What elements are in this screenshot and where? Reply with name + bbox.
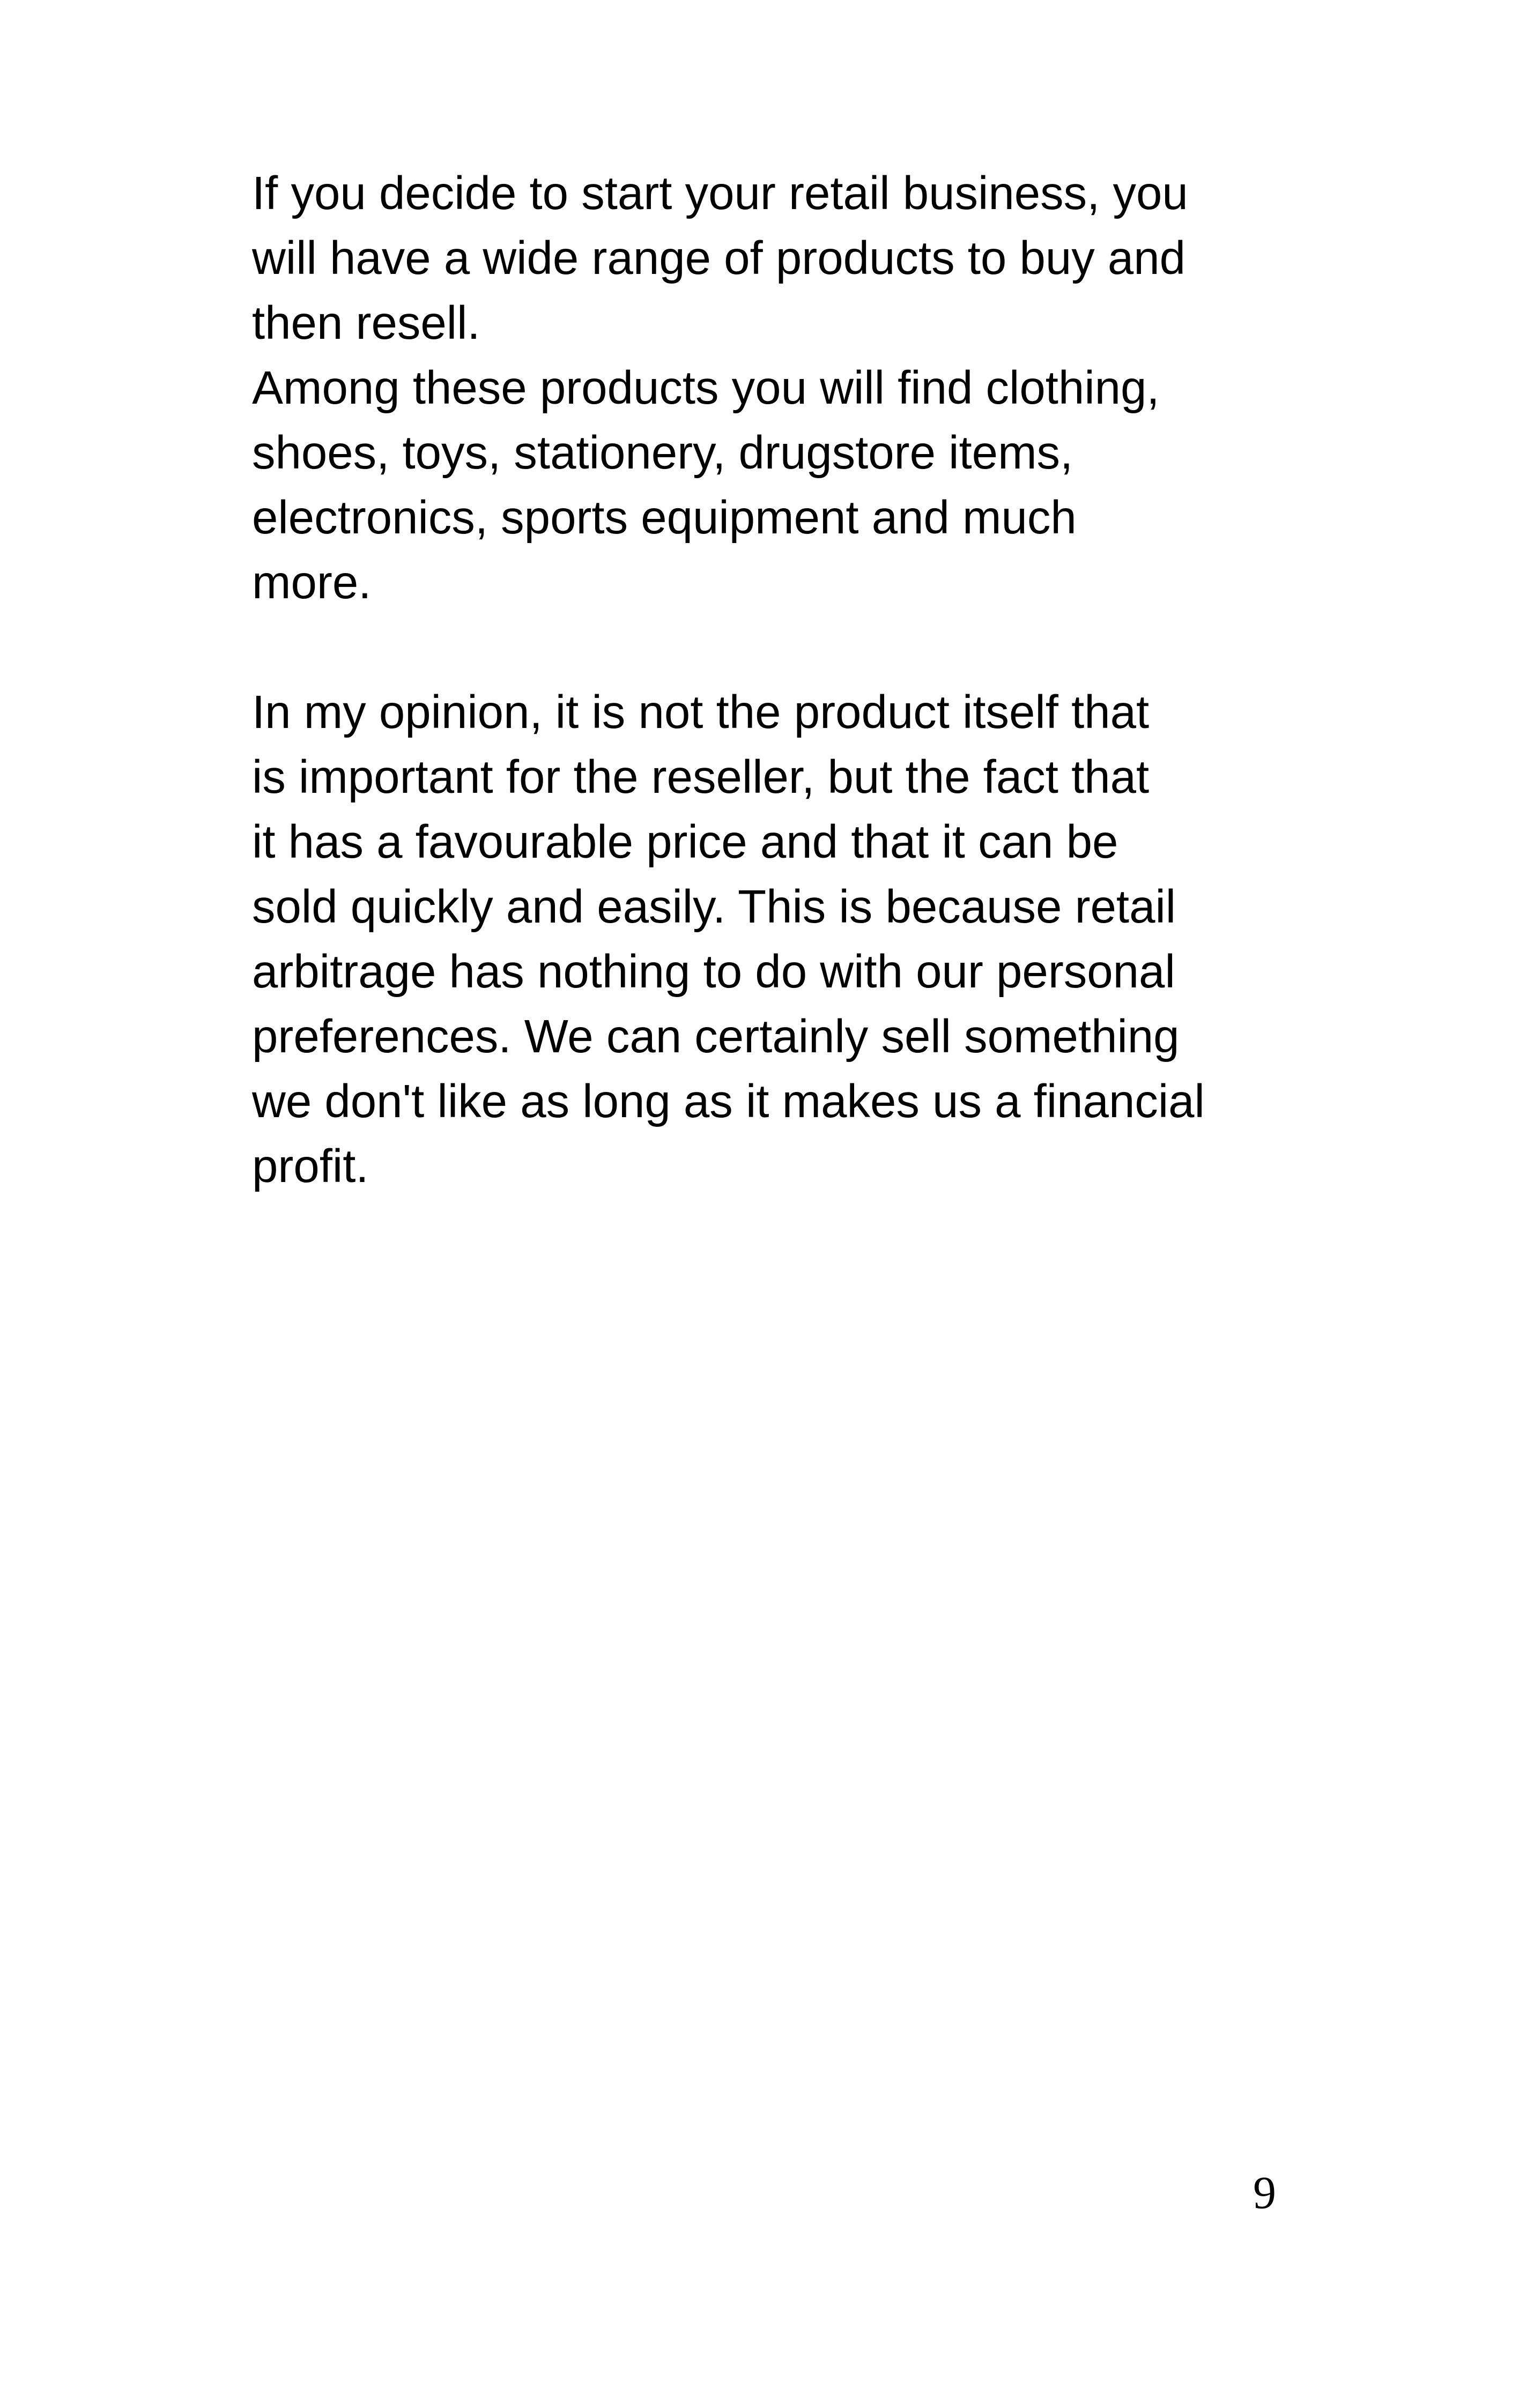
paragraph-2-line-4: sold quickly and easily. This is because retail bbox=[252, 881, 1176, 933]
paragraph-spacer bbox=[252, 615, 1271, 680]
paragraph-1-line-3: then resell. bbox=[252, 297, 480, 349]
paragraph-2-line-1: In my opinion, it is not the product itself that bbox=[252, 686, 1150, 738]
paragraph-2-line-5: arbitrage has nothing to do with our personal bbox=[252, 946, 1175, 998]
paragraph-1-line-6: electronics, sports equipment and much bbox=[252, 492, 1077, 544]
paragraph-2-line-2: is important for the reseller, but the fact that bbox=[252, 751, 1150, 803]
paragraph-1-line-7: more. bbox=[252, 556, 372, 608]
paragraph-2-line-6: preferences. We can certainly sell something bbox=[252, 1010, 1180, 1062]
paragraph-1-line-5: shoes, toys, stationery, drugstore items, bbox=[252, 427, 1073, 479]
paragraph-1-line-2: will have a wide range of products to buy and bbox=[252, 232, 1186, 284]
body-text bbox=[252, 161, 1271, 1199]
page-number: 9 bbox=[1253, 2167, 1276, 2218]
paragraph-2-line-3: it has a favourable price and that it can be bbox=[252, 816, 1118, 868]
paragraph-2-line-7: we don't like as long as it makes us a financial bbox=[252, 1075, 1205, 1127]
paragraph-1-line-1: If you decide to start your retail business, you bbox=[252, 167, 1188, 219]
paragraph-1-line-4: Among these products you will find clothing, bbox=[252, 362, 1160, 414]
paragraph-2-line-8: profit. bbox=[252, 1140, 369, 1192]
